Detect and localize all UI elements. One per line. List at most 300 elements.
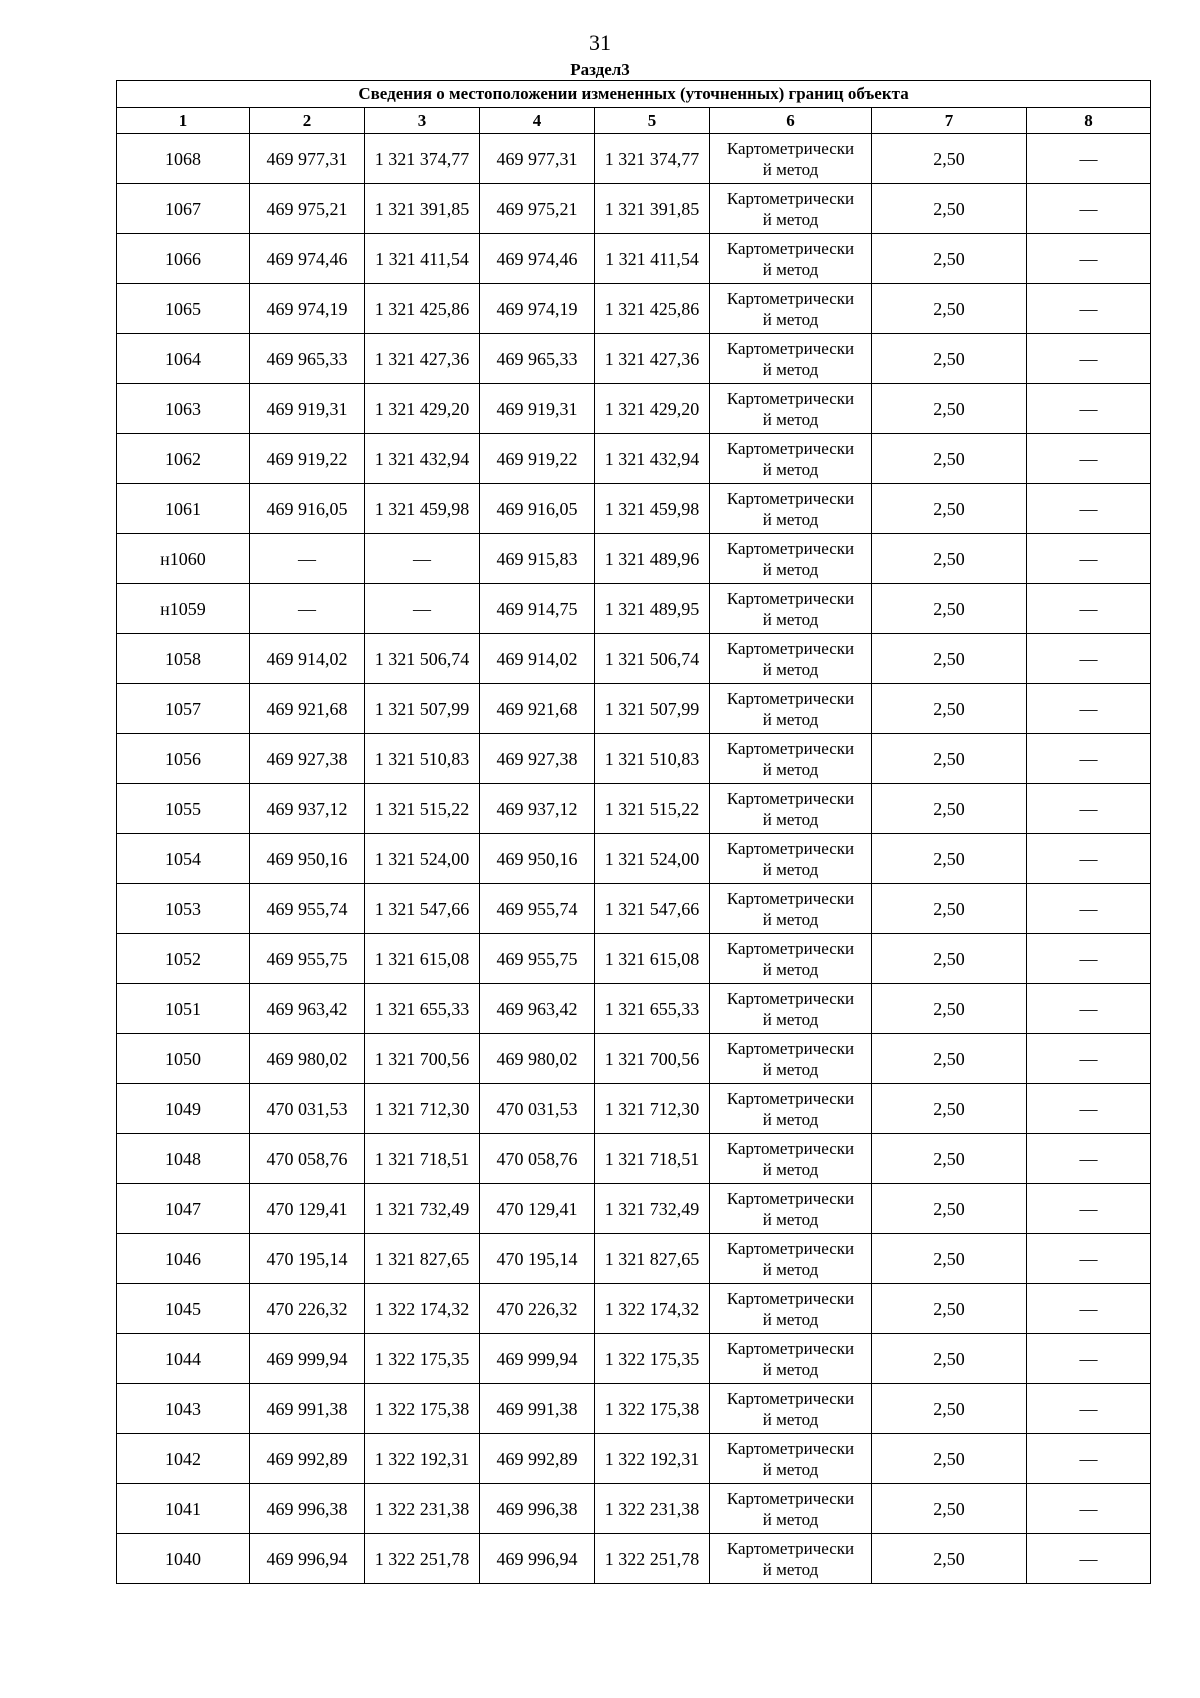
y-refined-cell: 1 322 175,38 <box>595 1384 710 1434</box>
x-refined-cell: 469 919,22 <box>480 434 595 484</box>
x-refined-cell: 469 914,75 <box>480 584 595 634</box>
method-text: й метод <box>762 1410 819 1429</box>
x-refined-cell: 469 975,21 <box>480 184 595 234</box>
method-text: Картометрически <box>726 1489 855 1508</box>
y-existing-cell: — <box>365 534 480 584</box>
method-text: й метод <box>762 1360 819 1379</box>
y-existing-cell: 1 322 251,78 <box>365 1534 480 1584</box>
method-text: й метод <box>762 1560 819 1579</box>
y-existing-cell: 1 321 524,00 <box>365 834 480 884</box>
y-refined-cell: 1 321 489,96 <box>595 534 710 584</box>
method-text: й метод <box>762 860 819 879</box>
point-cell: 1058 <box>117 634 250 684</box>
table-row <box>117 684 1151 734</box>
method-cell <box>710 384 872 434</box>
method-text: Картометрически <box>726 539 855 558</box>
y-refined-cell: 1 321 547,66 <box>595 884 710 934</box>
accuracy-cell: 2,50 <box>872 684 1027 734</box>
x-existing-cell: 469 974,19 <box>250 284 365 334</box>
method-text: Картометрически <box>726 239 855 258</box>
table-row <box>117 1384 1151 1434</box>
table-body <box>117 134 1151 1584</box>
note-cell: — <box>1027 834 1151 884</box>
x-refined-cell: 469 974,19 <box>480 284 595 334</box>
y-refined-cell: 1 322 231,38 <box>595 1484 710 1534</box>
note-cell: — <box>1027 984 1151 1034</box>
table-row <box>117 784 1151 834</box>
x-existing-cell: 469 980,02 <box>250 1034 365 1084</box>
method-text: й метод <box>762 760 819 779</box>
method-cell <box>710 484 872 534</box>
y-refined-cell: 1 322 192,31 <box>595 1434 710 1484</box>
column-number-header: 2 <box>250 108 365 134</box>
method-text: й метод <box>762 1210 819 1229</box>
accuracy-cell: 2,50 <box>872 834 1027 884</box>
method-text: Картометрически <box>726 389 855 408</box>
method-text: Картометрически <box>726 1539 855 1558</box>
accuracy-cell: 2,50 <box>872 634 1027 684</box>
note-cell: — <box>1027 534 1151 584</box>
y-existing-cell: 1 321 459,98 <box>365 484 480 534</box>
table-row <box>117 1034 1151 1084</box>
x-existing-cell: 469 914,02 <box>250 634 365 684</box>
note-cell: — <box>1027 1034 1151 1084</box>
accuracy-cell: 2,50 <box>872 384 1027 434</box>
accuracy-cell: 2,50 <box>872 584 1027 634</box>
point-cell: 1056 <box>117 734 250 784</box>
point-cell: 1057 <box>117 684 250 734</box>
table-row <box>117 184 1151 234</box>
column-number-header: 5 <box>595 108 710 134</box>
note-cell: — <box>1027 784 1151 834</box>
method-cell <box>710 634 872 684</box>
point-cell: 1049 <box>117 1084 250 1134</box>
x-existing-cell: 469 975,21 <box>250 184 365 234</box>
point-cell: 1046 <box>117 1234 250 1284</box>
y-existing-cell: 1 322 174,32 <box>365 1284 480 1334</box>
method-cell <box>710 334 872 384</box>
y-existing-cell: 1 321 712,30 <box>365 1084 480 1134</box>
method-text: й метод <box>762 460 819 479</box>
method-cell <box>710 1384 872 1434</box>
method-text: й метод <box>762 1510 819 1529</box>
y-existing-cell: 1 321 432,94 <box>365 434 480 484</box>
accuracy-cell: 2,50 <box>872 434 1027 484</box>
y-existing-cell: 1 321 615,08 <box>365 934 480 984</box>
method-cell <box>710 1484 872 1534</box>
method-text: й метод <box>762 1010 819 1029</box>
accuracy-cell: 2,50 <box>872 1384 1027 1434</box>
x-existing-cell: 469 963,42 <box>250 984 365 1034</box>
method-text: Картометрически <box>726 839 855 858</box>
x-existing-cell: — <box>250 584 365 634</box>
table-row <box>117 1134 1151 1184</box>
y-existing-cell: 1 321 732,49 <box>365 1184 480 1234</box>
accuracy-cell: 2,50 <box>872 134 1027 184</box>
method-cell <box>710 434 872 484</box>
x-refined-cell: 469 992,89 <box>480 1434 595 1484</box>
method-text: й метод <box>762 410 819 429</box>
method-cell <box>710 1334 872 1384</box>
x-existing-cell: 469 921,68 <box>250 684 365 734</box>
accuracy-cell: 2,50 <box>872 884 1027 934</box>
method-cell <box>710 184 872 234</box>
note-cell: — <box>1027 284 1151 334</box>
boundary-coordinates-table <box>116 80 1151 1584</box>
table-row <box>117 284 1151 334</box>
accuracy-cell: 2,50 <box>872 1484 1027 1534</box>
method-text: Картометрически <box>726 489 855 508</box>
section-title: Раздел3 <box>570 60 630 79</box>
method-text: Картометрически <box>726 789 855 808</box>
method-text: Картометрически <box>726 989 855 1008</box>
table-row <box>117 834 1151 884</box>
y-refined-cell: 1 322 174,32 <box>595 1284 710 1334</box>
x-refined-cell: 469 921,68 <box>480 684 595 734</box>
method-text: Картометрически <box>726 689 855 708</box>
y-existing-cell: 1 321 655,33 <box>365 984 480 1034</box>
x-refined-cell: 469 914,02 <box>480 634 595 684</box>
method-cell <box>710 234 872 284</box>
table-row <box>117 634 1151 684</box>
column-number-header: 6 <box>710 108 872 134</box>
column-number-header: 1 <box>117 108 250 134</box>
method-cell <box>710 1234 872 1284</box>
method-cell <box>710 884 872 934</box>
method-text: й метод <box>762 610 819 629</box>
method-text: Картометрически <box>726 589 855 608</box>
table-row <box>117 1434 1151 1484</box>
y-existing-cell: 1 321 507,99 <box>365 684 480 734</box>
method-text: й метод <box>762 960 819 979</box>
method-text: Картометрически <box>726 439 855 458</box>
x-existing-cell: 469 950,16 <box>250 834 365 884</box>
table-row <box>117 934 1151 984</box>
table-row <box>117 1234 1151 1284</box>
table-row <box>117 734 1151 784</box>
point-cell: 1064 <box>117 334 250 384</box>
accuracy-cell: 2,50 <box>872 1434 1027 1484</box>
y-existing-cell: 1 321 510,83 <box>365 734 480 784</box>
x-refined-cell: 469 980,02 <box>480 1034 595 1084</box>
accuracy-cell: 2,50 <box>872 784 1027 834</box>
y-refined-cell: 1 321 507,99 <box>595 684 710 734</box>
method-text: Картометрически <box>726 939 855 958</box>
x-refined-cell: 470 129,41 <box>480 1184 595 1234</box>
point-cell: 1052 <box>117 934 250 984</box>
x-refined-cell: 469 955,75 <box>480 934 595 984</box>
accuracy-cell: 2,50 <box>872 1534 1027 1584</box>
y-refined-cell: 1 321 718,51 <box>595 1134 710 1184</box>
accuracy-cell: 2,50 <box>872 1134 1027 1184</box>
y-existing-cell: 1 321 547,66 <box>365 884 480 934</box>
x-refined-cell: 470 058,76 <box>480 1134 595 1184</box>
table-row <box>117 434 1151 484</box>
x-refined-cell: 469 916,05 <box>480 484 595 534</box>
point-cell: 1068 <box>117 134 250 184</box>
accuracy-cell: 2,50 <box>872 334 1027 384</box>
x-refined-cell: 469 996,38 <box>480 1484 595 1534</box>
y-existing-cell: 1 322 175,35 <box>365 1334 480 1384</box>
y-existing-cell: 1 321 700,56 <box>365 1034 480 1084</box>
point-cell: 1050 <box>117 1034 250 1084</box>
y-refined-cell: 1 321 391,85 <box>595 184 710 234</box>
y-refined-cell: 1 321 510,83 <box>595 734 710 784</box>
y-existing-cell: 1 321 374,77 <box>365 134 480 184</box>
note-cell: — <box>1027 1284 1151 1334</box>
x-existing-cell: 469 919,22 <box>250 434 365 484</box>
y-refined-cell: 1 321 732,49 <box>595 1184 710 1234</box>
x-existing-cell: 469 927,38 <box>250 734 365 784</box>
note-cell: — <box>1027 234 1151 284</box>
accuracy-cell: 2,50 <box>872 1034 1027 1084</box>
method-text: Картометрически <box>726 739 855 758</box>
y-existing-cell: 1 321 411,54 <box>365 234 480 284</box>
x-existing-cell: 469 991,38 <box>250 1384 365 1434</box>
point-cell: н1059 <box>117 584 250 634</box>
note-cell: — <box>1027 1534 1151 1584</box>
method-cell <box>710 1084 872 1134</box>
point-cell: н1060 <box>117 534 250 584</box>
note-cell: — <box>1027 934 1151 984</box>
note-cell: — <box>1027 634 1151 684</box>
note-cell: — <box>1027 484 1151 534</box>
method-text: Картометрически <box>726 1289 855 1308</box>
table-row <box>117 1534 1151 1584</box>
method-text: й метод <box>762 1460 819 1479</box>
point-cell: 1067 <box>117 184 250 234</box>
point-cell: 1042 <box>117 1434 250 1484</box>
method-text: й метод <box>762 1160 819 1179</box>
point-cell: 1041 <box>117 1484 250 1534</box>
method-cell <box>710 984 872 1034</box>
point-cell: 1043 <box>117 1384 250 1434</box>
accuracy-cell: 2,50 <box>872 284 1027 334</box>
method-text: Картометрически <box>726 889 855 908</box>
x-refined-cell: 469 927,38 <box>480 734 595 784</box>
y-refined-cell: 1 321 432,94 <box>595 434 710 484</box>
x-refined-cell: 469 974,46 <box>480 234 595 284</box>
y-refined-cell: 1 321 515,22 <box>595 784 710 834</box>
x-existing-cell: 470 195,14 <box>250 1234 365 1284</box>
accuracy-cell: 2,50 <box>872 1284 1027 1334</box>
x-refined-cell: 469 977,31 <box>480 134 595 184</box>
y-refined-cell: 1 321 411,54 <box>595 234 710 284</box>
method-cell <box>710 784 872 834</box>
method-text: Картометрически <box>726 139 855 158</box>
accuracy-cell: 2,50 <box>872 984 1027 1034</box>
method-text: Картометрически <box>726 339 855 358</box>
x-existing-cell: 469 916,05 <box>250 484 365 534</box>
method-cell <box>710 1284 872 1334</box>
method-text: й метод <box>762 560 819 579</box>
x-existing-cell: 469 977,31 <box>250 134 365 184</box>
method-text: Картометрически <box>726 1439 855 1458</box>
table-row <box>117 234 1151 284</box>
point-cell: 1053 <box>117 884 250 934</box>
note-cell: — <box>1027 434 1151 484</box>
method-cell <box>710 584 872 634</box>
x-refined-cell: 469 965,33 <box>480 334 595 384</box>
method-text: Картометрически <box>726 1089 855 1108</box>
method-text: й метод <box>762 360 819 379</box>
x-existing-cell: 469 937,12 <box>250 784 365 834</box>
method-text: й метод <box>762 1260 819 1279</box>
table-row <box>117 884 1151 934</box>
note-cell: — <box>1027 1384 1151 1434</box>
accuracy-cell: 2,50 <box>872 534 1027 584</box>
y-existing-cell: 1 321 515,22 <box>365 784 480 834</box>
note-cell: — <box>1027 734 1151 784</box>
method-text: й метод <box>762 260 819 279</box>
table-row <box>117 484 1151 534</box>
y-refined-cell: 1 321 459,98 <box>595 484 710 534</box>
x-refined-cell: 469 996,94 <box>480 1534 595 1584</box>
table-row <box>117 134 1151 184</box>
method-text: Картометрически <box>726 639 855 658</box>
x-existing-cell: 469 999,94 <box>250 1334 365 1384</box>
method-cell <box>710 1034 872 1084</box>
x-refined-cell: 469 963,42 <box>480 984 595 1034</box>
accuracy-cell: 2,50 <box>872 234 1027 284</box>
method-text: Картометрически <box>726 189 855 208</box>
table-caption: Сведения о местоположении измененных (уточненных) границ объекта <box>117 81 1151 108</box>
y-refined-cell: 1 321 425,86 <box>595 284 710 334</box>
y-refined-cell: 1 321 615,08 <box>595 934 710 984</box>
x-existing-cell: 469 955,75 <box>250 934 365 984</box>
method-text: й метод <box>762 510 819 529</box>
x-refined-cell: 470 031,53 <box>480 1084 595 1134</box>
x-existing-cell: 469 974,46 <box>250 234 365 284</box>
method-text: Картометрически <box>726 289 855 308</box>
x-existing-cell: 470 226,32 <box>250 1284 365 1334</box>
method-cell <box>710 834 872 884</box>
x-existing-cell: — <box>250 534 365 584</box>
y-refined-cell: 1 321 489,95 <box>595 584 710 634</box>
x-existing-cell: 469 919,31 <box>250 384 365 434</box>
note-cell: — <box>1027 1484 1151 1534</box>
note-cell: — <box>1027 884 1151 934</box>
method-text: Картометрически <box>726 1189 855 1208</box>
x-refined-cell: 469 919,31 <box>480 384 595 434</box>
x-refined-cell: 470 195,14 <box>480 1234 595 1284</box>
note-cell: — <box>1027 384 1151 434</box>
method-cell <box>710 1134 872 1184</box>
table-row <box>117 534 1151 584</box>
method-text: й метод <box>762 810 819 829</box>
x-existing-cell: 470 129,41 <box>250 1184 365 1234</box>
y-existing-cell: 1 321 425,86 <box>365 284 480 334</box>
column-number-header: 4 <box>480 108 595 134</box>
column-number-header: 8 <box>1027 108 1151 134</box>
method-cell <box>710 1434 872 1484</box>
y-refined-cell: 1 321 712,30 <box>595 1084 710 1134</box>
page-number: 31 <box>589 30 611 55</box>
method-text: й метод <box>762 710 819 729</box>
point-cell: 1048 <box>117 1134 250 1184</box>
point-cell: 1063 <box>117 384 250 434</box>
method-cell <box>710 684 872 734</box>
y-refined-cell: 1 321 506,74 <box>595 634 710 684</box>
point-cell: 1066 <box>117 234 250 284</box>
note-cell: — <box>1027 134 1151 184</box>
table-row <box>117 984 1151 1034</box>
note-cell: — <box>1027 1334 1151 1384</box>
y-refined-cell: 1 321 374,77 <box>595 134 710 184</box>
point-cell: 1051 <box>117 984 250 1034</box>
point-cell: 1047 <box>117 1184 250 1234</box>
y-existing-cell: 1 321 427,36 <box>365 334 480 384</box>
table-row <box>117 334 1151 384</box>
note-cell: — <box>1027 684 1151 734</box>
y-refined-cell: 1 321 427,36 <box>595 334 710 384</box>
method-text: й метод <box>762 660 819 679</box>
accuracy-cell: 2,50 <box>872 734 1027 784</box>
note-cell: — <box>1027 1084 1151 1134</box>
table-row <box>117 584 1151 634</box>
method-text: й метод <box>762 1310 819 1329</box>
x-refined-cell: 470 226,32 <box>480 1284 595 1334</box>
accuracy-cell: 2,50 <box>872 484 1027 534</box>
x-refined-cell: 469 991,38 <box>480 1384 595 1434</box>
x-refined-cell: 469 950,16 <box>480 834 595 884</box>
method-text: й метод <box>762 1060 819 1079</box>
point-cell: 1061 <box>117 484 250 534</box>
method-cell <box>710 1184 872 1234</box>
method-text: Картометрически <box>726 1339 855 1358</box>
note-cell: — <box>1027 184 1151 234</box>
x-refined-cell: 469 955,74 <box>480 884 595 934</box>
x-existing-cell: 470 031,53 <box>250 1084 365 1134</box>
x-existing-cell: 469 996,38 <box>250 1484 365 1534</box>
y-refined-cell: 1 321 655,33 <box>595 984 710 1034</box>
y-existing-cell: 1 322 175,38 <box>365 1384 480 1434</box>
column-number-header: 7 <box>872 108 1027 134</box>
y-existing-cell: 1 322 231,38 <box>365 1484 480 1534</box>
x-existing-cell: 469 996,94 <box>250 1534 365 1584</box>
table-row <box>117 1284 1151 1334</box>
point-cell: 1062 <box>117 434 250 484</box>
method-cell <box>710 934 872 984</box>
y-existing-cell: 1 322 192,31 <box>365 1434 480 1484</box>
note-cell: — <box>1027 1234 1151 1284</box>
method-text: Картометрически <box>726 1389 855 1408</box>
point-cell: 1040 <box>117 1534 250 1584</box>
method-cell <box>710 534 872 584</box>
y-refined-cell: 1 322 251,78 <box>595 1534 710 1584</box>
x-existing-cell: 469 992,89 <box>250 1434 365 1484</box>
point-cell: 1045 <box>117 1284 250 1334</box>
y-existing-cell: 1 321 718,51 <box>365 1134 480 1184</box>
x-refined-cell: 469 915,83 <box>480 534 595 584</box>
column-number-header: 3 <box>365 108 480 134</box>
method-text: й метод <box>762 910 819 929</box>
method-text: й метод <box>762 210 819 229</box>
method-text: Картометрически <box>726 1139 855 1158</box>
y-refined-cell: 1 321 429,20 <box>595 384 710 434</box>
table-row <box>117 1334 1151 1384</box>
table-row <box>117 1484 1151 1534</box>
note-cell: — <box>1027 584 1151 634</box>
y-refined-cell: 1 321 827,65 <box>595 1234 710 1284</box>
point-cell: 1044 <box>117 1334 250 1384</box>
x-existing-cell: 469 955,74 <box>250 884 365 934</box>
y-existing-cell: 1 321 391,85 <box>365 184 480 234</box>
method-cell <box>710 284 872 334</box>
accuracy-cell: 2,50 <box>872 1234 1027 1284</box>
accuracy-cell: 2,50 <box>872 1334 1027 1384</box>
note-cell: — <box>1027 1184 1151 1234</box>
